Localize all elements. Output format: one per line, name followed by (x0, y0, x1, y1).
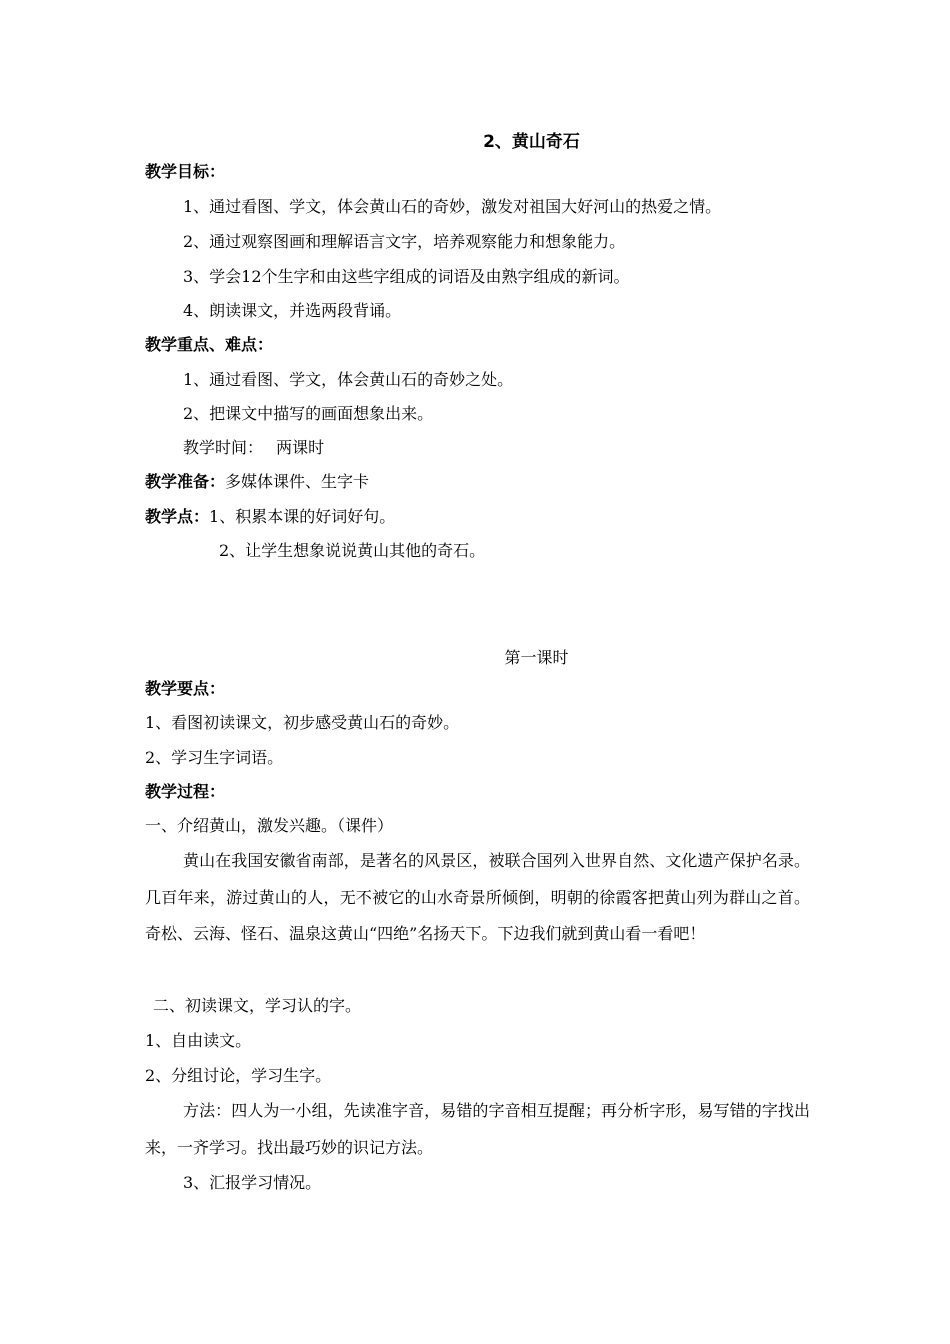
step1-title: 一、介绍黄山，激发兴趣。（课件） (145, 816, 394, 835)
objective-item-4: 4、朗读课文，并选两段背诵。 (183, 301, 402, 320)
essential-item-2: 2、学习生字词语。 (145, 748, 284, 767)
objective-item-1: 1、通过看图、学文，体会黄山石的奇妙，激发对祖国大好河山的热爱之情。 (183, 197, 722, 216)
objectives-heading: 教学目标： (145, 162, 226, 181)
essentials-heading: 教学要点： (145, 679, 226, 698)
step2-item-1: 1、自由读文。 (145, 1031, 252, 1050)
lesson1-title: 第一课时 (504, 648, 569, 667)
teaching-time: 教学时间： 两课时 (183, 438, 325, 457)
key-point-item-1: 1、通过看图、学文，体会黄山石的奇妙之处。 (183, 370, 514, 389)
step2-item-3: 3、汇报学习情况。 (183, 1173, 322, 1192)
teaching-points-line (145, 507, 395, 527)
step1-paragraph: 黄山在我国安徽省南部，是著名的风景区，被联合国列入世界自然、文化遗产保护名录。几百年来，游过黄山的人，无不被它的山水奇景所倾倒，明朝的徐霞客把黄山列为群山之首。奇松、云海、怪石、温泉这黄山“四绝”名扬天下。下边我们就到黄山看一看吧！ (145, 851, 810, 943)
document-title: 2、黄山奇石 (483, 132, 580, 152)
preparation-line (145, 472, 369, 492)
key-points-heading: 教学重点、难点： (145, 335, 274, 354)
method-paragraph: 方法：四人为一小组，先读准字音，易错的字音相互提醒；再分析字形，易写错的字找出来，一齐学习。找出最巧妙的识记方法。 (145, 1101, 810, 1157)
teaching-points-label: 教学点： (145, 507, 210, 526)
step2-title: 二、初读课文，学习认的字。 (153, 996, 362, 1015)
key-point-item-2: 2、把课文中描写的画面想象出来。 (183, 404, 434, 423)
essential-item-1: 1、看图初读课文，初步感受黄山石的奇妙。 (145, 713, 460, 732)
preparation-value: 多媒体课件、生字卡 (225, 472, 370, 491)
objective-item-3: 3、学会12个生字和由这些字组成的词语及由熟字组成的新词。 (183, 267, 630, 286)
teaching-point-item-2: 2、让学生想象说说黄山其他的奇石。 (219, 541, 486, 560)
preparation-label: 教学准备： (145, 472, 226, 491)
teaching-point-item-1: 1、积累本课的好词好句。 (209, 507, 396, 526)
objective-item-2: 2、通过观察图画和理解语言文字，培养观察能力和想象能力。 (183, 232, 626, 251)
process-heading: 教学过程： (145, 782, 226, 801)
step2-item-2: 2、分组讨论，学习生字。 (145, 1066, 332, 1085)
